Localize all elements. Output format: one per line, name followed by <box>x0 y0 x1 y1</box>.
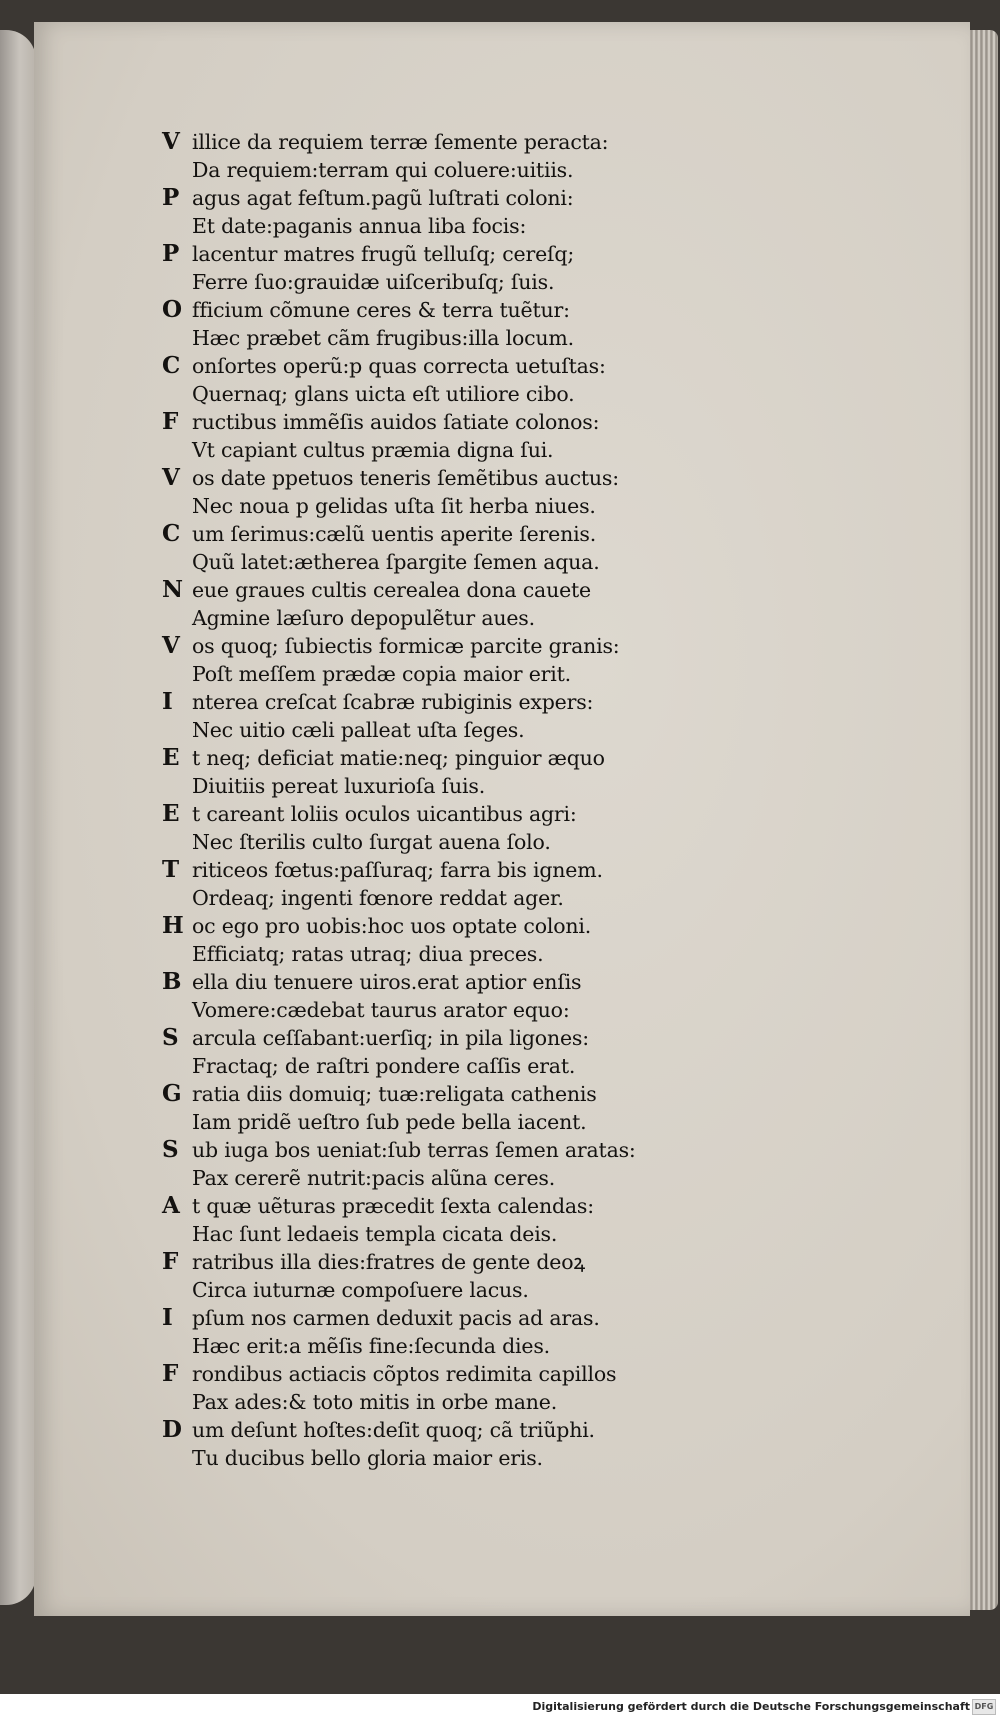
poem-line <box>162 800 922 828</box>
poem-line <box>162 604 922 632</box>
initial-letter: V <box>162 632 180 659</box>
line-text: fficium cõmune ceres & terra tuẽtur: <box>192 298 570 322</box>
initial-letter: T <box>162 856 179 883</box>
poem-line <box>162 576 922 604</box>
poem-line <box>162 380 922 408</box>
poem-line <box>162 408 922 436</box>
initial-letter: O <box>162 296 182 323</box>
initial-letter: B <box>162 968 182 995</box>
initial-letter: P <box>162 184 180 211</box>
initial-letter: F <box>162 1248 179 1275</box>
line-text: lacentur matres frugũ telluſq; cereſq; <box>192 242 575 266</box>
line-text: Tu ducibus bello gloria maior eris. <box>192 1446 543 1470</box>
poem-line <box>162 268 922 296</box>
line-text: riticeos fœtus:paſſuraq; farra bis ignem. <box>192 858 603 882</box>
funding-credit: Digitalisierung gefördert durch die Deutsche Forschungsgemeinschaft <box>532 1700 970 1713</box>
line-text: Hac ſunt ledaeis templa cicata deis. <box>192 1222 558 1246</box>
line-text: Efficiatq; ratas utraq; diua preces. <box>192 942 544 966</box>
poem-line <box>162 548 922 576</box>
line-text: ratia diis domuiq; tuæ:religata cathenis <box>192 1082 597 1106</box>
poem-line <box>162 828 922 856</box>
line-text: Nec noua p gelidas uſta ſit herba niues. <box>192 494 596 518</box>
line-text: Ferre ſuo:grauidæ uiſceribuſq; ſuis. <box>192 270 555 294</box>
poem-line <box>162 744 922 772</box>
initial-letter: C <box>162 352 181 379</box>
poem-line <box>162 352 922 380</box>
poem-line <box>162 1332 922 1360</box>
initial-letter: I <box>162 1304 173 1331</box>
initial-letter: S <box>162 1024 179 1051</box>
initial-letter: G <box>162 1080 182 1107</box>
line-text: eue graues cultis cerealea dona cauete <box>192 578 591 602</box>
poem-line <box>162 1220 922 1248</box>
poem-line <box>162 1108 922 1136</box>
initial-letter: I <box>162 688 173 715</box>
line-text: um deſunt hoſtes:deſit quoq; cã triũphi. <box>192 1418 595 1442</box>
line-text: Vomere:cædebat taurus arator equo: <box>192 998 570 1022</box>
line-text: os quoq; ſubiectis formicæ parcite granis: <box>192 634 620 658</box>
line-text: um ſerimus:cælũ uentis aperite ſerenis. <box>192 522 597 546</box>
line-text: oc ego pro uobis:hoc uos optate coloni. <box>192 914 592 938</box>
poem-line <box>162 632 922 660</box>
poem-line <box>162 1416 922 1444</box>
line-text: Pax cererẽ nutrit:pacis alũna ceres. <box>192 1166 556 1190</box>
line-text: t neq; deficiat matie:neq; pinguior æquo <box>192 746 605 770</box>
poem-line <box>162 856 922 884</box>
initial-letter: P <box>162 240 180 267</box>
poem-line <box>162 968 922 996</box>
line-text: rondibus actiacis cõptos redimita capillos <box>192 1362 617 1386</box>
poem-line <box>162 884 922 912</box>
poem-line <box>162 1052 922 1080</box>
poem-line <box>162 1080 922 1108</box>
line-text: ructibus immẽſis auidos ſatiate colonos: <box>192 410 600 434</box>
line-text: Quernaq; glans uicta eſt utiliore cibo. <box>192 382 575 406</box>
initial-letter: E <box>162 800 180 827</box>
poem-line <box>162 128 922 156</box>
poem-line <box>162 1248 922 1276</box>
poem-line <box>162 1164 922 1192</box>
dfg-logo: DFG <box>972 1699 996 1715</box>
poem-line <box>162 492 922 520</box>
line-text: Fractaq; de raſtri pondere caſſis erat. <box>192 1054 576 1078</box>
initial-letter: C <box>162 520 181 547</box>
poem-line <box>162 436 922 464</box>
poem-line <box>162 1024 922 1052</box>
line-text: Hæc præbet cãm frugibus:illa locum. <box>192 326 574 350</box>
poem-line <box>162 1136 922 1164</box>
initial-letter: A <box>162 1192 180 1219</box>
initial-letter: S <box>162 1136 179 1163</box>
poem-line <box>162 1192 922 1220</box>
page-stack-edges <box>968 30 998 1610</box>
footer-bar <box>0 1694 1000 1719</box>
initial-letter: F <box>162 408 179 435</box>
initial-letter: H <box>162 912 184 939</box>
poem-text <box>162 128 922 1472</box>
poem-line <box>162 940 922 968</box>
line-text: onſortes operũ:p quas correcta uetuſtas: <box>192 354 606 378</box>
line-text: os date ppetuos teneris ſemẽtibus auctus: <box>192 466 619 490</box>
poem-line <box>162 716 922 744</box>
line-text: Nec ſterilis culto ſurgat auena ſolo. <box>192 830 551 854</box>
poem-line <box>162 1360 922 1388</box>
line-text: agus agat feſtum.pagũ luſtrati coloni: <box>192 186 574 210</box>
line-text: Diuitiis pereat luxurioſa ſuis. <box>192 774 486 798</box>
line-text: Ordeaq; ingenti fœnore reddat ager. <box>192 886 564 910</box>
line-text: Nec uitio cæli palleat uſta ſeges. <box>192 718 525 742</box>
poem-line <box>162 996 922 1024</box>
line-text: Hæc erit:a mẽſis fine:ſecunda dies. <box>192 1334 550 1358</box>
line-text: ella diu tenuere uiros.erat aptior enſis <box>192 970 582 994</box>
poem-line <box>162 1276 922 1304</box>
initial-letter: E <box>162 744 180 771</box>
line-text: ratribus illa dies:fratres de gente deoꝝ <box>192 1250 585 1274</box>
line-text: Da requiem:terram qui coluere:uitiis. <box>192 158 574 182</box>
line-text: Circa iuturnæ compoſuere lacus. <box>192 1278 529 1302</box>
poem-line <box>162 324 922 352</box>
initial-letter: V <box>162 128 180 155</box>
poem-line <box>162 240 922 268</box>
line-text: Et date:paganis annua liba focis: <box>192 214 527 238</box>
line-text: t careant loliis oculos uicantibus agri: <box>192 802 577 826</box>
poem-line <box>162 1444 922 1472</box>
line-text: nterea creſcat ſcabræ rubiginis expers: <box>192 690 594 714</box>
left-page-edge <box>0 30 36 1605</box>
line-text: Poſt meſſem prædæ copia maior erit. <box>192 662 571 686</box>
initial-letter: N <box>162 576 183 603</box>
poem-line <box>162 464 922 492</box>
line-text: Pax ades:& toto mitis in orbe mane. <box>192 1390 558 1414</box>
poem-line <box>162 688 922 716</box>
poem-line <box>162 912 922 940</box>
line-text: pſum nos carmen deduxit pacis ad aras. <box>192 1306 600 1330</box>
poem-line <box>162 660 922 688</box>
initial-letter: D <box>162 1416 182 1443</box>
line-text: t quæ uẽturas præcedit ſexta calendas: <box>192 1194 594 1218</box>
line-text: Quũ latet:ætherea ſpargite ſemen aqua. <box>192 550 600 574</box>
initial-letter: F <box>162 1360 179 1387</box>
line-text: Vt capiant cultus præmia digna ſui. <box>192 438 554 462</box>
line-text: illice da requiem terræ ſemente peracta: <box>192 130 609 154</box>
line-text: Iam pridẽ ueſtro ſub pede bella iacent. <box>192 1110 587 1134</box>
poem-line <box>162 296 922 324</box>
line-text: Agmine læſuro depopulẽtur aues. <box>192 606 535 630</box>
poem-line <box>162 1304 922 1332</box>
poem-line <box>162 212 922 240</box>
poem-line <box>162 772 922 800</box>
poem-line <box>162 156 922 184</box>
line-text: arcula ceſſabant:uerſiq; in pila ligones: <box>192 1026 589 1050</box>
poem-line <box>162 520 922 548</box>
line-text: ub iuga bos ueniat:ſub terras ſemen aratas: <box>192 1138 636 1162</box>
initial-letter: V <box>162 464 180 491</box>
poem-line <box>162 1388 922 1416</box>
poem-line <box>162 184 922 212</box>
